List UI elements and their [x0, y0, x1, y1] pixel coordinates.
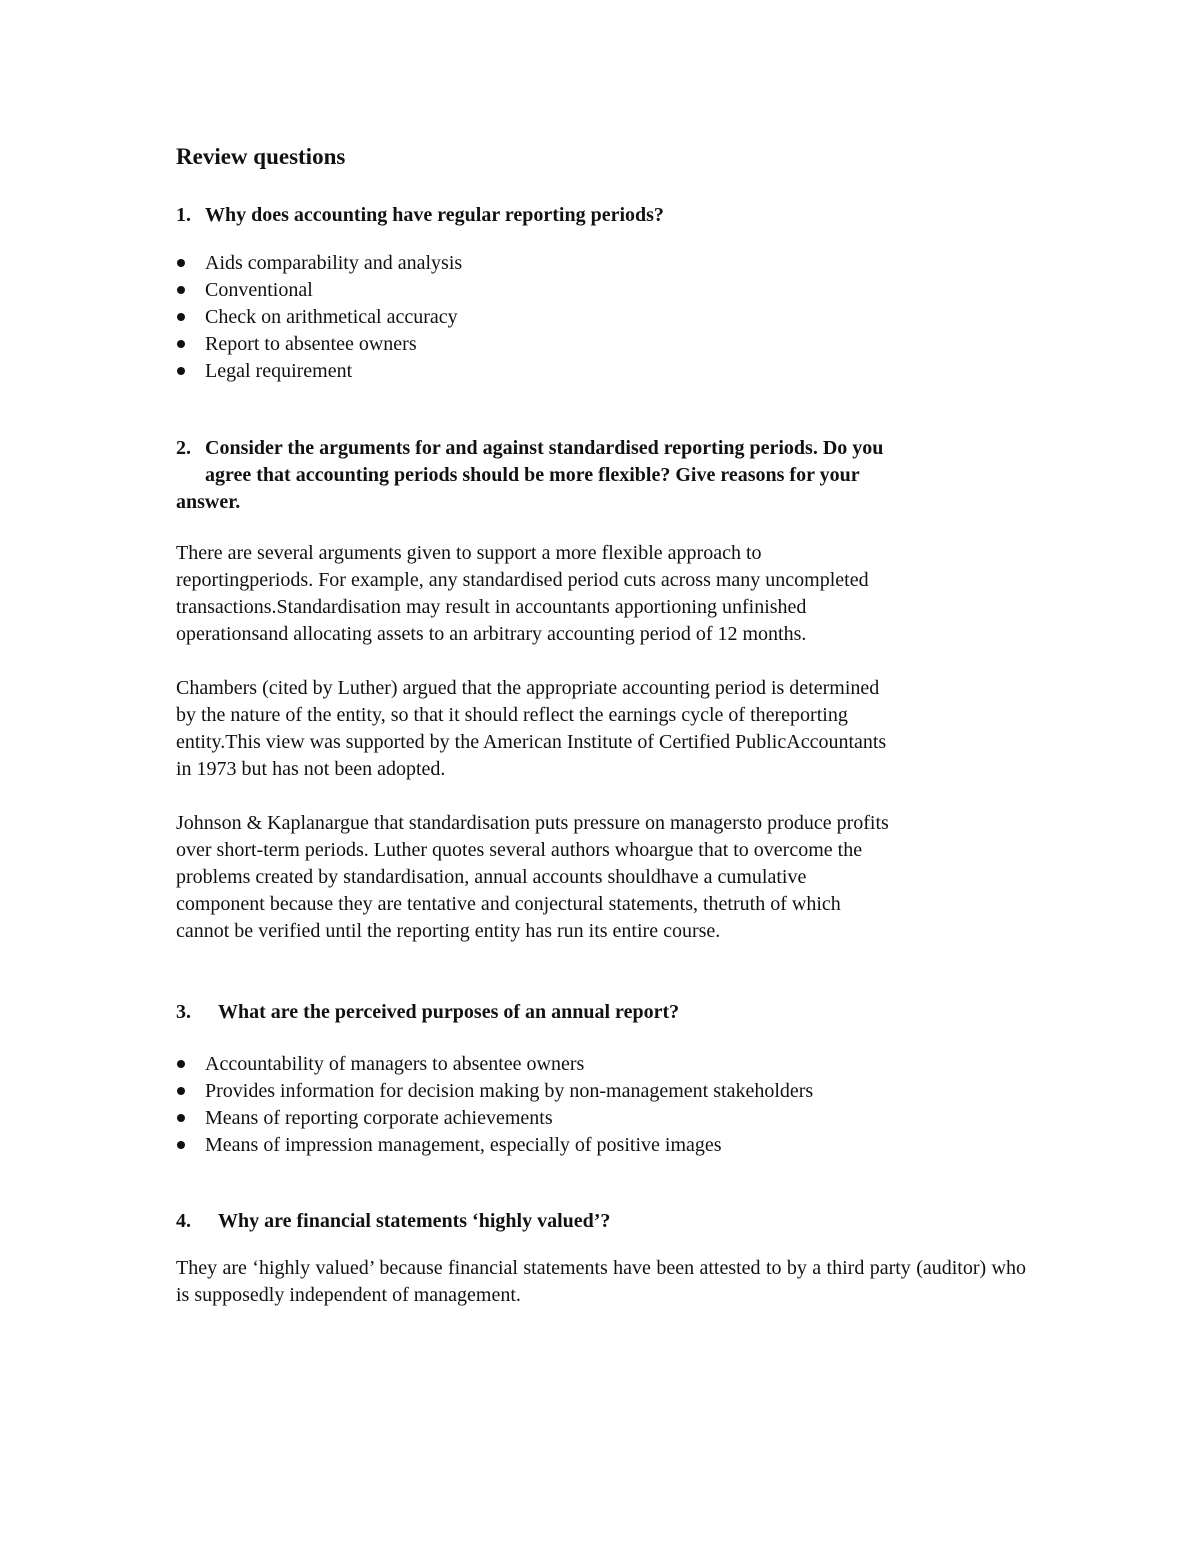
question-2-text-line3: answer.: [176, 491, 241, 513]
bullet-icon: [177, 259, 185, 267]
question-2-text-line2: agree that accounting periods should be more flexible? Give reasons for your: [205, 464, 860, 486]
question-1: [176, 202, 1026, 229]
document-page: [176, 142, 1026, 1309]
bullet-icon: [177, 1060, 185, 1068]
list-item: Report to absentee owners: [176, 331, 1026, 358]
bullet-icon: [177, 313, 185, 321]
question-3-bullet-list: [176, 1051, 1026, 1159]
question-3: [176, 999, 1026, 1026]
question-4-answer: They are ‘highly valued’ because financial statements have been attested to by a third party (auditor) who is supposedly independent of management.: [176, 1257, 1026, 1306]
page-title: Review questions: [176, 144, 346, 169]
list-item: Means of impression management, especially of positive images: [176, 1132, 1026, 1159]
question-2-text-line1: Consider the arguments for and against standardised reporting periods. Do you: [205, 437, 884, 459]
bullet-icon: [177, 1141, 185, 1149]
question-2-paragraph-3: Johnson & Kaplanargue that standardisation puts pressure on managersto produce profits over short-term periods. Luther quotes several authors whoargue that to overcome the problems created by standardisation, annual accounts shouldhave a cumulative component because they are tentative and conjectural statements, thetruth of which cannot be verified until the reporting entity has run its entire course.: [176, 812, 889, 942]
question-4: [176, 1208, 1026, 1235]
question-4-text: Why are financial statements ‘highly valued’?: [218, 1210, 611, 1232]
question-3-number: 3.: [176, 1001, 191, 1023]
list-item: Check on arithmetical accuracy: [176, 304, 1026, 331]
list-item: Conventional: [176, 277, 1026, 304]
bullet-icon: [177, 1087, 185, 1095]
bullet-icon: [177, 1114, 185, 1122]
list-item: Legal requirement: [176, 358, 1026, 385]
question-1-number: 1.: [176, 204, 191, 226]
question-2-paragraph-2: Chambers (cited by Luther) argued that the appropriate accounting period is determined by the nature of the entity, so that it should reflect the earnings cycle of thereporting entity.This view was supported by the American Institute of Certified PublicAccountants in 1973 but has not been adopted.: [176, 677, 887, 780]
question-2-number: 2.: [176, 437, 191, 459]
bullet-icon: [177, 367, 185, 375]
list-item: Accountability of managers to absentee owners: [176, 1051, 1026, 1078]
bullet-icon: [177, 340, 185, 348]
question-4-number: 4.: [176, 1210, 191, 1232]
question-3-text: What are the perceived purposes of an annual report?: [218, 1001, 680, 1023]
question-2-paragraph-1: There are several arguments given to support a more flexible approach to reportingperiods. For example, any standardised period cuts across many uncompleted transactions.Standardisation may result in accountants apportioning unfinished operationsand allocating assets to an arbitrary accounting period of 12 months.: [176, 542, 869, 645]
question-2: [176, 435, 1026, 516]
bullet-icon: [177, 286, 185, 294]
question-1-bullet-list: [176, 250, 1026, 385]
list-item: Aids comparability and analysis: [176, 250, 1026, 277]
list-item: Provides information for decision making by non-management stakeholders: [176, 1078, 1026, 1105]
question-1-text: Why does accounting have regular reporting periods?: [205, 204, 664, 226]
list-item: Means of reporting corporate achievements: [176, 1105, 1026, 1132]
